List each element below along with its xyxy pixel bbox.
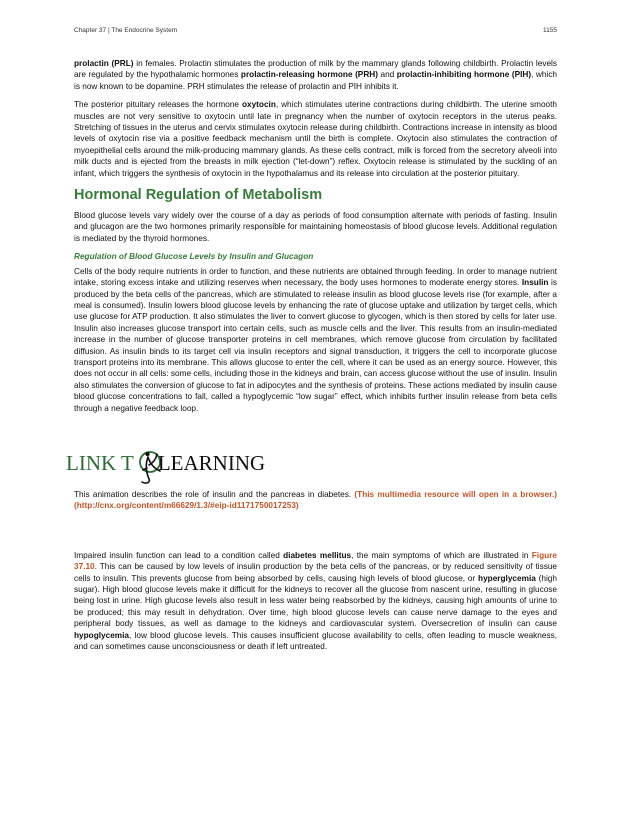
page-content xyxy=(66,58,558,659)
link-to-label: LINK T xyxy=(66,450,134,475)
term-hypoglycemia: hypoglycemia xyxy=(74,630,130,640)
paragraph-oxytocin: The posterior pituitary releases the hormone oxytocin, which stimulates uterine contractions during childbirth. The uterine smooth muscles are not very sensitive to oxytocin until late in pregnancy when the number of oxytocin receptors in the uterus peaks. Stretching of tissues in the uterus and cervix stimulates oxytocin release during childbirth. Contractions increase in intensity as blood levels of oxytocin rise via a positive feedback mechanism until the birth is complete. Oxytocin also stimulates the contraction of myoepithelial cells around the milk-producing mammary glands. As these cells contract, milk is forced from the secretory alveoli into milk ducts and is ejected from the breasts in milk ejection (“let-down”) reflex. Oxytocin release is stimulated by the suckling of an infant, which triggers the synthesis of oxytocin in the hypothalamus and its release into circulation at the posterior pituitary. xyxy=(74,100,557,178)
subsection-heading: Regulation of Blood Glucose Levels by Insulin and Glucagon xyxy=(74,252,314,262)
term-oxytocin: oxytocin xyxy=(241,100,276,110)
term-insulin: Insulin xyxy=(521,278,549,288)
link-to-learning-banner xyxy=(66,441,557,485)
term-hyperglycemia: hyperglycemia xyxy=(478,573,536,583)
paragraph-diabetes: Impaired insulin function can lead to a condition called diabetes mellitus, the main symptoms of which are illustrated in Figure 37.10. This can be caused by low levels of insulin production by the beta cells of the pancreas, or by reduced sensitivity of tissue cells to insulin. This prevents glucose from being absorbed by cells, causing high levels of blood glucose, or hyperglycemia (high sugar). High blood glucose levels make it difficult for the kidneys to recover all the glucose from nascent urine, resulting in glucose being lost in urine. High glucose levels also result in less water being reabsorbed by the kidneys, causing high amounts of urine to be produced; this may result in dehydration. Over time, high blood glucose levels can cause nerve damage to the eyes and peripheral body tissues, as well as damage to the kidneys and cardiovascular system. Oversecretion of insulin can cause hypoglycemia, low blood glucose levels. This causes insufficient glucose availability to cells, often leading to muscle weakness, and can sometimes cause unconsciousness or death if left untreated. xyxy=(74,550,557,652)
chapter-title: Chapter 37 | The Endocrine System xyxy=(74,27,178,34)
section-heading: Hormonal Regulation of Metabolism xyxy=(74,187,323,204)
paragraph-insulin: Cells of the body require nutrients in order to function, and these nutrients are obtained through feeding. In order to manage nutrient intake, storing excess intake and utilizing reserves when necessary, the body uses hormones to moderate energy stores. Insulin is produced by the beta cells of the pancreas, which are stimulated to release insulin as blood glucose levels rise (for example, after a meal is consumed). Insulin lowers blood glucose levels by enhancing the rate of glucose uptake and utilization by target cells, which use glucose for ATP production. It also stimulates the liver to convert glucose to glycogen, which is then stored by cells for later use. Insulin also increases glucose transport into certain cells, such as muscle cells and the liver. This results from an insulin-mediated increase in the number of glucose transporter proteins in cell membranes, which remove glucose from circulation by facilitated diffusion. As insulin binds to its target cell via insulin receptors and signal transduction, it triggers the cell to incorporate glucose transport proteins into its membrane. This allows glucose to enter the cell, where it can be used as an energy source. However, this does not occur in all cells: some cells, including those in the kidneys and brain, can access glucose without the use of insulin. Insulin also stimulates the conversion of glucose to fat in adipocytes and the synthesis of proteins. These actions mediated by insulin cause blood glucose concentrations to fall, called a hypoglycemic “low sugar” effect, which inhibits further insulin release from beta cells through a negative feedback loop. xyxy=(74,266,557,413)
spacer xyxy=(74,519,557,550)
term-prh: prolactin-releasing hormone (PRH) xyxy=(240,70,378,80)
figure-link[interactable]: Figure 37.10 xyxy=(74,550,557,572)
term-prolactin: prolactin (PRL) xyxy=(74,59,134,68)
paragraph-animation: This animation describes the role of insulin and the pancreas in diabetes. (This multimedia resource will open in a browser.) (http://cnx.org/content/m66629/1.3/#eip-id1171750017253) xyxy=(74,489,557,511)
term-pih: prolactin-inhibiting hormone (PIH) xyxy=(396,70,532,80)
page-number: 1155 xyxy=(543,27,557,34)
learning-label: LEARNING xyxy=(157,450,266,475)
paragraph-blood-glucose: Blood glucose levels vary widely over the course of a day as periods of food consumption alternate with periods of fasting. Insulin and glucagon are the two hormones primarily responsible for maintaining homeostasis of blood glucose levels. Additional regulation is mediated by the thyroid hormones. xyxy=(74,211,557,243)
paragraph-prolactin: prolactin (PRL) in females. Prolactin stimulates the production of milk by the mammary glands following childbirth. Prolactin levels are regulated by the hypothalamic hormones prolactin-releasing hormone (PRH) and prolactin-inhibiting hormone (PIH), which is now known to be dopamine. PRH stimulates the release of prolactin and PIH inhibits it. xyxy=(74,59,558,91)
term-diabetes-mellitus: diabetes mellitus xyxy=(283,550,352,560)
page-header xyxy=(74,27,557,34)
multimedia-resource-link[interactable]: (This multimedia resource will open in a browser.) (http://cnx.org/content/m66629/1.3/#eip-id1171750017253) xyxy=(74,489,557,511)
